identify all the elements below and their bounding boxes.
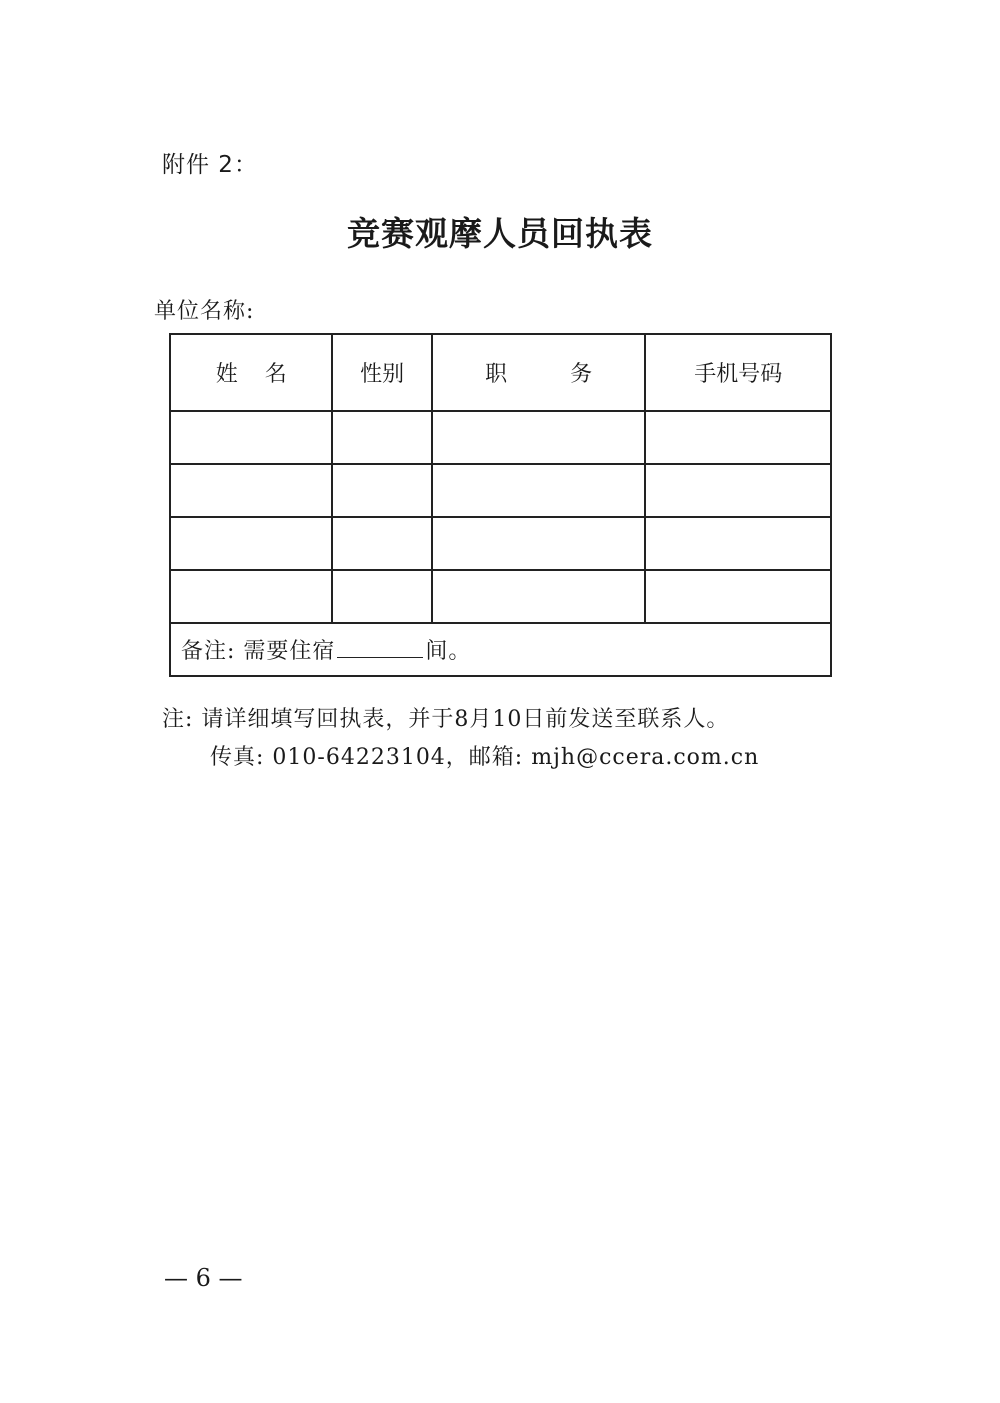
cell-gender[interactable] [332, 411, 431, 464]
attachment-label: 附件 2： [162, 152, 258, 178]
table-row [170, 517, 831, 570]
page-number: — 6 — [164, 1264, 243, 1292]
page-title: 竞赛观摩人员回执表 [347, 214, 653, 253]
header-name: 姓 名 [170, 334, 332, 411]
remark-row [170, 623, 831, 676]
table-row [170, 411, 831, 464]
table-header-row [170, 334, 831, 411]
remark-suffix: 间。 [425, 639, 472, 664]
cell-phone[interactable] [645, 464, 831, 517]
header-position: 职 务 [432, 334, 646, 411]
cell-position[interactable] [432, 570, 646, 623]
cell-gender[interactable] [332, 464, 431, 517]
cell-gender[interactable] [332, 570, 431, 623]
remark-label: 备注: 需要住宿 [181, 639, 336, 664]
cell-position[interactable] [432, 411, 646, 464]
cell-name[interactable] [170, 464, 332, 517]
header-phone: 手机号码 [645, 334, 831, 411]
header-gender: 性别 [332, 334, 431, 411]
cell-phone[interactable] [645, 517, 831, 570]
receipt-table [169, 333, 832, 677]
lodging-rooms-blank[interactable] [337, 639, 423, 658]
remark-cell [170, 623, 831, 676]
cell-name[interactable] [170, 517, 332, 570]
cell-name[interactable] [170, 570, 332, 623]
note-line-2: 传真: 010-64223104，邮箱: mjh@ccera.com.cn [210, 745, 760, 770]
unit-name-label: 单位名称: [154, 299, 255, 324]
note-line-1: 注: 请详细填写回执表，并于8月10日前发送至联系人。 [162, 707, 730, 732]
table-row [170, 464, 831, 517]
table-row [170, 570, 831, 623]
cell-position[interactable] [432, 517, 646, 570]
cell-gender[interactable] [332, 517, 431, 570]
cell-phone[interactable] [645, 411, 831, 464]
cell-position[interactable] [432, 464, 646, 517]
cell-phone[interactable] [645, 570, 831, 623]
cell-name[interactable] [170, 411, 332, 464]
